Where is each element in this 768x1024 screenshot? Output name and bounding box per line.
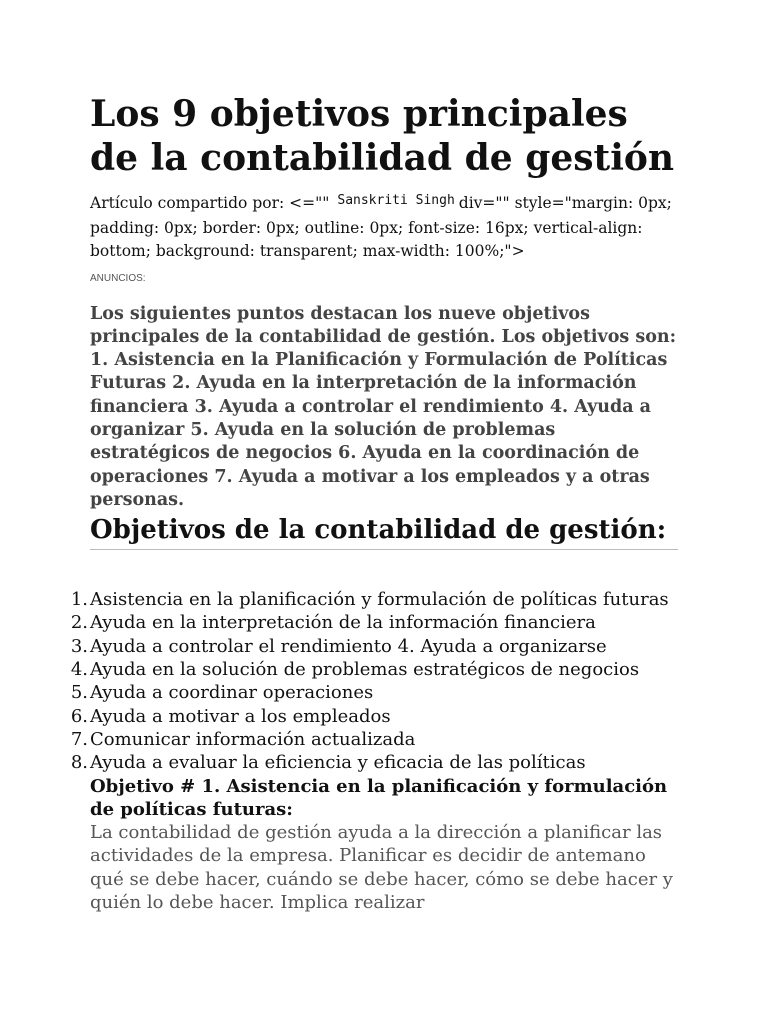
byline-prefix: Artículo compartido por: <="" [90, 194, 330, 212]
list-item-text: Ayuda a coordinar operaciones [90, 682, 374, 704]
list-item-text: Ayuda a controlar el rendimiento 4. Ayuda a organizarse [90, 635, 607, 657]
list-item [70, 751, 670, 774]
list-item [70, 635, 670, 658]
list-item [70, 588, 670, 611]
list-item-text: Ayuda a motivar a los empleados [90, 705, 391, 727]
article-intro: Los siguientes puntos destacan los nueve objetivos principales de la contabilidad de gestión. Los objetivos son: 1. Asistencia en la Planificación y Formulación de Políticas Futuras 2. Ayuda en la interpretación de la información financiera 3. Ayuda a controlar el rendimiento 4. Ayuda a organizar 5. Ayuda en la solución de problemas estratégicos de negocios 6. Ayuda en la coordinación de operaciones 7. Ayuda a motivar a los empleados y a otras personas. [90, 303, 677, 510]
byline [90, 192, 690, 264]
list-item-text: Ayuda en la solución de problemas estratégicos de negocios [90, 659, 640, 681]
list-item-text: Comunicar información actualizada [90, 728, 416, 750]
list-item-number: 7. [70, 728, 88, 750]
list-item [70, 728, 670, 751]
list-item-number: 2. [70, 612, 88, 634]
list-item [70, 658, 670, 681]
ad-label: ANUNCIOS: [90, 272, 146, 284]
list-item-text: Ayuda a evaluar la eficiencia y eficacia de las políticas [90, 752, 586, 774]
list-item [70, 681, 670, 704]
list-item-text: Asistencia en la planificación y formulación de políticas futuras [90, 589, 669, 611]
byline-suffix: div="" style="margin: 0px; padding: 0px; border: 0px; outline: 0px; font-size: 16px; vertical-align: bottom; background: transparent; max-width: 100%;"> [90, 194, 672, 260]
objective-1-heading: Objetivo # 1. Asistencia en la planificación y formulación de políticas futuras: [90, 775, 668, 820]
list-item-number: 5. [70, 682, 88, 704]
article-title: Los 9 objetivos principales de la contabilidad de gestión [90, 93, 675, 179]
section-heading: Objetivos de la contabilidad de gestión: [90, 514, 678, 550]
list-item-number: 6. [70, 705, 88, 727]
list-item-number: 4. [70, 659, 88, 681]
list-item-number: 8. [70, 752, 88, 774]
author-name[interactable]: Sanskriti Singh [337, 193, 455, 208]
objectives-list [70, 588, 678, 774]
list-item [70, 611, 670, 634]
list-item [70, 705, 670, 728]
list-item-text: Ayuda en la interpretación de la información financiera [90, 612, 596, 634]
objective-1-body: La contabilidad de gestión ayuda a la dirección a planificar las actividades de la empresa. Planificar es decidir de antemano qué se debe hacer, cuándo se debe hacer, cómo se debe hacer y quién lo debe hacer. Implica realizar [90, 822, 673, 914]
list-item-number: 1. [70, 589, 88, 611]
list-item-number: 3. [70, 635, 88, 657]
